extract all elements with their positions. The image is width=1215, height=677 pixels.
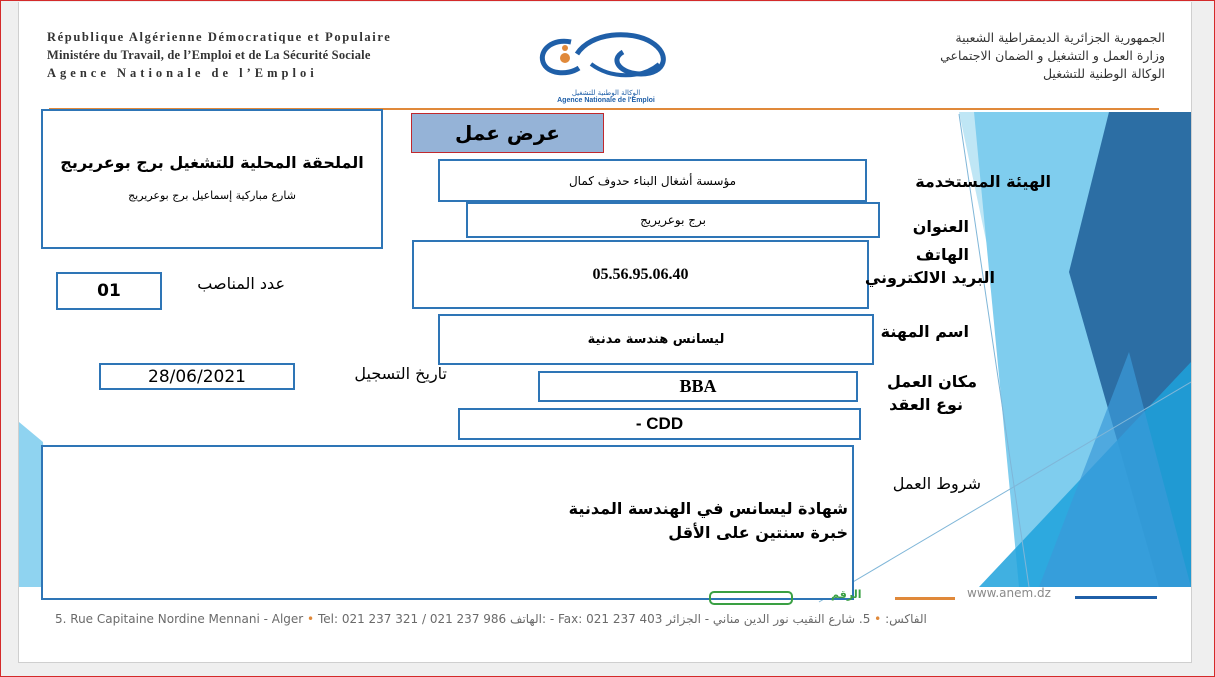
- employer-value: مؤسسة أشغال البناء حدوف كمال: [568, 173, 737, 188]
- contract-type-field: [458, 408, 861, 440]
- positions-field: [56, 272, 162, 310]
- registration-date-value: 28/06/2021: [148, 366, 246, 387]
- conditions-text: [569, 497, 848, 545]
- condition-line: شهادة ليسانس في الهندسة المدنية: [568, 499, 848, 518]
- condition-line: خبرة سنتين على الأقل: [668, 523, 848, 542]
- employer-label: الهيئة المستخدمة: [915, 172, 1051, 191]
- email-label: البريد الالكتروني: [864, 268, 995, 287]
- header-ar-line-1: الجمهورية الجزائرية الديمقراطية الشعبية: [955, 30, 1165, 45]
- conditions-field: [41, 445, 854, 600]
- footer-address-ar: 5. شارع النقيب نور الدين مناني - الجزائر: [666, 612, 871, 626]
- footer-tel-ar: الهاتف:: [510, 612, 547, 626]
- address-value: برج بوعريريج: [640, 213, 706, 227]
- footer-bullet-icon: •: [874, 612, 882, 626]
- header-ar-line-2: وزارة العمل و التشغيل و الضمان الاجتماعي: [940, 48, 1165, 63]
- offer-title: عرض عمل: [455, 121, 560, 145]
- agency-box: [41, 109, 383, 249]
- registration-date-field: [99, 363, 295, 390]
- logo-caption-fr: Agence Nationale de l'Emploi: [557, 97, 655, 104]
- contract-type-label: نوع العقد: [889, 395, 963, 414]
- header-fr-line-3: Agence Nationale de l’Emploi: [47, 66, 318, 80]
- profession-label: اسم المهنة: [880, 322, 969, 341]
- contract-type-value: - CDD: [635, 414, 684, 433]
- header-fr-line-1: République Algérienne Démocratique et Populaire: [47, 30, 392, 44]
- footer-green-label: الرقم: [831, 588, 862, 601]
- footer-bullet-icon: •: [307, 612, 315, 626]
- profession-value: ليسانس هندسة مدنية: [587, 332, 725, 347]
- conditions-label: شروط العمل: [892, 474, 981, 493]
- employer-field: [438, 159, 867, 202]
- anem-logo-icon: [531, 24, 681, 84]
- agency-title: الملحقة المحلية للتشغيل برج بوعريريج: [60, 153, 364, 172]
- footer-green-badge: [709, 591, 793, 605]
- phone-value: 05.56.95.06.40: [592, 265, 689, 283]
- address-label: العنوان: [912, 217, 969, 236]
- footer-fax: Fax: 021 237 403: [557, 612, 663, 626]
- footer-address-fr: 5. Rue Capitaine Nordine Mennani - Alger: [55, 612, 304, 626]
- positions-value: 01: [97, 281, 121, 301]
- agency-address: شارع مباركية إسماعيل برج بوعريريج: [128, 189, 296, 202]
- document-page: [18, 2, 1192, 663]
- address-field: [466, 202, 880, 238]
- logo-caption-ar: الوكالة الوطنية للتشغيل: [571, 89, 641, 97]
- footer-website[interactable]: www.anem.dz: [967, 586, 1051, 600]
- header-fr-line-2: Ministére du Travail, de l’Emploi et de La Sécurité Sociale: [47, 48, 371, 62]
- registration-date-label: تاريخ التسجيل: [354, 364, 447, 383]
- offer-title-box: [411, 113, 604, 153]
- workplace-label: مكان العمل: [887, 372, 977, 391]
- phone-field: [412, 240, 869, 309]
- header-ar-line-3: الوكالة الوطنية للتشغيل: [1042, 66, 1165, 81]
- anem-logo: [531, 24, 681, 104]
- workplace-field: [538, 371, 858, 402]
- workplace-value: BBA: [679, 376, 717, 396]
- footer-orange-line: [895, 597, 955, 600]
- phone-label: الهاتف: [915, 245, 969, 264]
- footer-tel: Tel: 021 237 321 / 021 237 986: [317, 612, 507, 626]
- positions-label: عدد المناصب: [197, 274, 285, 293]
- footer-contact-line: 5. Rue Capitaine Nordine Mennani - Alger • Tel: 021 237 321 / 021 237 986 الهاتف: - Fax: 021 237 403 الفاكس: • 5. شارع النقيب نور الدين مناني - الجزائر: [55, 612, 927, 626]
- footer-fax-ar: الفاكس:: [885, 612, 927, 626]
- footer-blue-line: [1075, 596, 1157, 599]
- profession-field: [438, 314, 874, 365]
